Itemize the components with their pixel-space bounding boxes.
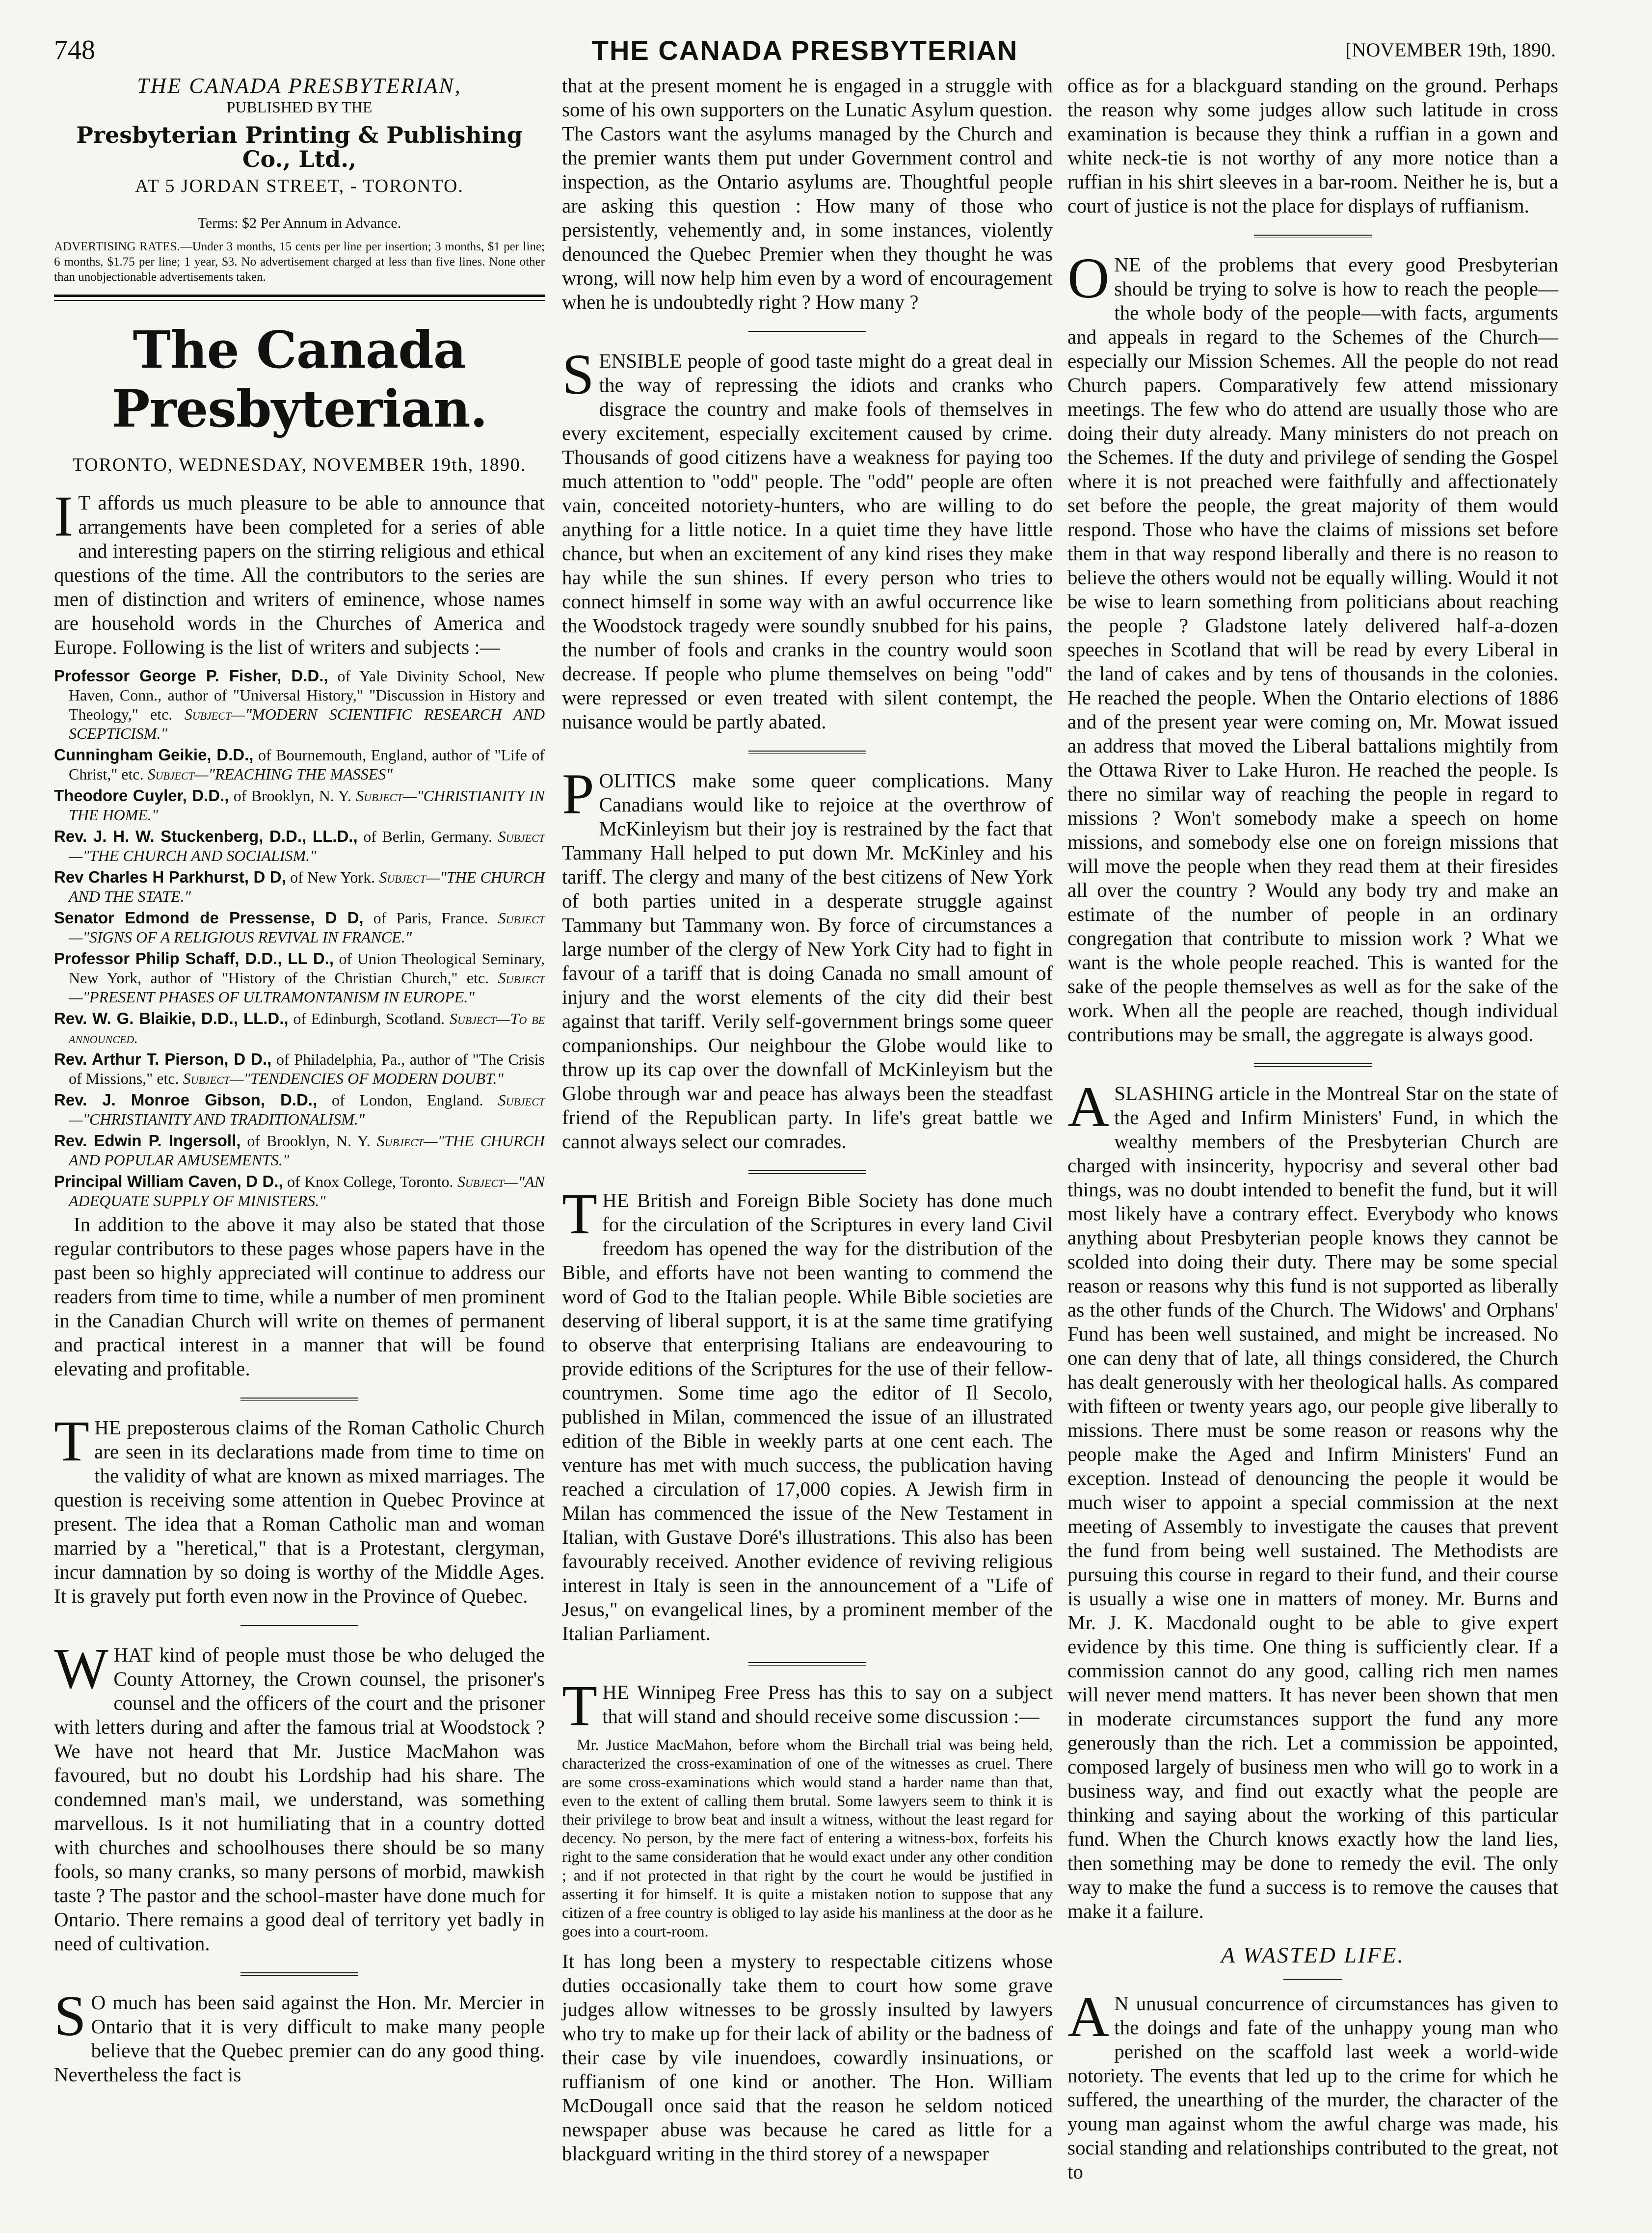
list-item: Theodore Cuyler, D.D., of Brooklyn, N. Y. Subject—"CHRISTIANITY IN THE HOME." [54, 786, 545, 824]
drop-cap: S [562, 342, 594, 406]
politics-paragraph: POLITICS make some queer complications. Many Canadians would like to rejoice at the overthrow of McKinleyism but their joy is restrained by the fact that Tammany Hall helped to put down Mr. McKinley and his tariff. The clergy and many of the best citizens of New York of both parties united in a desperate struggle against Tammany but Tammany won. By force of circumstances a large number of the clergy of New York City had to fight in favour of a tariff that is doing Canada no small amount of injury and the worst elements of the city did their best against that tariff. Verily self-government brings some queer companionships. Our neighbour the Globe would like to throw up its cap over the downfall of McKinleyism but the Globe through war and peace has always been the steadfast friend of the Republican party. In life's great battle we cannot always select our comrades. [562, 762, 1053, 1153]
column-1 [54, 74, 545, 2094]
wasted-life-paragraph: A N unusual concurrence of circumstances has given to the doings and fate of the unhappy young man who perished on the scaffold last week a world-wide notoriety. The events that led up to the crime for which he suffered, the unearthing of the murder, the character of the young man against whom the awful charge was made, his social standing and relationships contributed to the great, not to [1067, 1985, 1558, 2183]
advertising-rates: ADVERTISING RATES.—Under 3 months, 15 cents per line per insertion; 3 months, $1 per line; 6 months, $1.75 per line; 1 year, $3. No advertisement charged at less than five lines. None other than unobjectionable advertisements taken. [54, 240, 545, 284]
sensible-paragraph: SENSIBLE people of good taste might do a great deal in the way of repressing the idiots and cranks who disgrace the country and make fools of themselves in every excitement, especially excitement caused by crime. Thousands of good citizens have a weakness for paying too much attention to "odd" people. The "odd" people are often vain, conceited notoriety-hunters, who are willing to do anything for a little notice. In a quiet time they have little chance, but when an excitement of any kind rises they make hay while the sun shines. If every person who tries to connect himself in some way with an awful occurrence like the Woodstock tragedy were soundly snubbed for his pains, the number of fools and cranks in the country would soon decrease. If people who plume themselves on being "odd" were repressed or even treated with silent contempt, the nuisance would be partly abated. [562, 342, 1053, 733]
section-divider [240, 1625, 358, 1628]
mercier-paragraph: S O much has been said against the Hon. Mr. Mercier in Ontario that it is very difficult to make many people believe that the Quebec premier can do any good thing. Nevertheless the fact is [54, 1984, 545, 2086]
list-item: Cunningham Geikie, D.D., of Bournemouth, England, author of "Life of Christ," etc. Subject—"REACHING THE MASSES" [54, 746, 545, 783]
published-by: PUBLISHED BY THE [226, 98, 373, 116]
running-head [54, 34, 1556, 69]
section-divider [1254, 235, 1372, 238]
drop-cap: T [54, 1409, 90, 1473]
column-3 [1067, 74, 1558, 2191]
list-item: Rev. W. G. Blaikie, D.D., LL.D., of Edinburgh, Scotland. Subject—To be announced. [54, 1009, 545, 1047]
mercier-continued: that at the present moment he is engaged in a struggle with some of his own supporters on the Lunatic Asylum question. The Castors want the asylums managed by the Church and the premier wants them put under Government control and inspection, as the Ontario asylums are. Thoughtful people are asking this question : How many of those who persistently, vehemently and, in some instances, violently denounced the Quebec Premier when they thought he was wrong, will now help him even by a word of encouragement when he is undoubtedly right ? How many ? [562, 74, 1053, 313]
drop-cap: T [562, 1182, 598, 1246]
newspaper-title: The Canada Presbyterian. [111, 320, 487, 439]
masthead-rule [54, 295, 545, 301]
section-divider [748, 1662, 866, 1666]
publisher-name: Presbyterian Printing & Publishing Co., Ltd., [76, 122, 523, 172]
section-divider [1254, 1063, 1372, 1067]
title-rule [1283, 1979, 1342, 1980]
aged-ministers-fund-paragraph: ASLASHING article in the Montreal Star on the state of the Aged and Infirm Ministers' Fund, in which the wealthy members of the Presbyterian Church are charged with insincerity, hypocrisy and several other bad things, was no doubt intended to benefit the fund, but it will most likely have a contrary effect. Everybody who knows anything about Presbyterian people knows they cannot be scolded into doing their duty. There may be some special reason or reasons why this fund is not supported as liberally as the other funds of the Church. The Widows' and Orphans' Fund has been well sustained, and might be increased. No one can deny that of late, all things considered, the Church has dealt generously with her theological halls. As compared with fifteen or twenty years ago, our people give liberally to missions. There must be some reason or reasons why the people make the Aged and Infirm Ministers' Fund an exception. Instead of denouncing the people it would be much wiser to appoint a special commission at the next meeting of Assembly to investigate the causes that prevent the fund from being well sustained. The Methodists are pursuing this course in regard to their fund, and their course is usually a wise one in matters of money. Mr. Burns and Mr. J. K. Macdonald ought to be able to give expert evidence by this time. One thing is sufficiently clear. If a commission cannot do any good, calling rich men names will never mend matters. It has never been shown that men in moderate circumstances support the fund any more generously than the rich. Let a commission be appointed, composed largely of business men who will go to work in a business way, and find out exactly what the people are thinking and saying about the working of this particular fund. When the Church knows exactly how the land lies, then something may be done to remedy the evil. The only way to make the fund a success is to remove the causes that make it a failure. [1067, 1075, 1558, 1922]
drop-cap: O [1067, 246, 1110, 310]
missions-paragraph: ONE of the problems that every good Presbyterian should be trying to solve is how to reach the people—the whole body of the people—with facts, arguments and appeals in regard to the Schemes of the Church—especially our Mission Schemes. All the people do not read Church papers. Comparatively few attend missionary meetings. The few who do attend are usually those who are doing their duty already. Many ministers do not preach on the Schemes. If the duty and privilege of sending the Gospel where it is not preached were faithfully and affectionately set before the people, the great majority of them would respond. Those who have the claims of missions set before them in that way respond liberally and there is no reason to believe the others would not be equally willing. Would it not be wise to learn something from politicians about reaching the people ? Gladstone lately delivered half-a-dozen speeches in Scotland that will be read by every Liberal in the land of cakes and by tens of thousands in the colonies. He reached the people. When the Ontario elections of 1886 and of the present year were coming on, Mr. Mowat issued an address that moved the Liberal battalions mightily from the Ottawa River to Lake Huron. He reached the people. Is there no similar way of reaching the people in regard to missions ? Won't somebody make a speech on home missions, and somebody else one on foreign missions that will move the people when they read them at their firesides all over the country ? Would any body try and make an estimate of the number of people in an ordinary congregation that contribute to mission work ? What we want is the whole people reached. This is wanted for the sake of the people themselves as well as for the sake of the work. When all the people are reached, though individual contributions may be small, the aggregate is always good. [1067, 246, 1558, 1046]
woodstock-letters-paragraph: WHAT kind of people must those be who deluged the County Attorney, the Crown counsel, the prisoner's counsel and the officers of the court and the prisoner with letters during and after the famous trial at Woodstock ? We have not heard that Mr. Justice MacMahon was favoured, but no doubt his Lordship had his share. The condemned man's mail, we understand, was something marvellous. Is it not humiliating that in a country dotted with churches and schoolhouses there should be so many fools, so many cranks, so many persons of morbid, mawkish taste ? The pastor and the school-master have done much for Ontario. There remains a good deal of territory yet badly in need of cultivation. [54, 1636, 545, 1955]
drop-cap: A [1067, 1075, 1110, 1139]
column-2 [562, 74, 1053, 2173]
list-item: Senator Edmond de Pressense, D D, of Paris, France. Subject—"SIGNS OF A RELIGIOUS REVIVAL IN FRANCE." [54, 909, 545, 946]
running-title: THE CANADA PRESBYTERIAN [591, 35, 1018, 66]
list-item: Principal William Caven, D D., of Knox College, Toronto. Subject—"AN ADEQUATE SUPPLY OF MINISTERS." [54, 1172, 545, 1210]
list-item: Rev Charles H Parkhurst, D D, of New York. Subject—"THE CHURCH AND THE STATE." [54, 868, 545, 905]
list-item: Professor Philip Schaff, D.D., LL D., of Union Theological Seminary, New York, author of "History of the Christian Church," etc. Subject—"PRESENT PHASES OF ULTRAMONTANISM IN EUROPE." [54, 949, 545, 1006]
list-item: Professor George P. Fisher, D.D., of Yale Divinity School, New Haven, Conn., author of "Universal History," "Discussion in History and Theology," etc. Subject—"MODERN SCIENTIFIC RESEARCH AND SCEPTICISM." [54, 667, 545, 742]
section-divider [240, 1972, 358, 1976]
running-date: [NOVEMBER 19th, 1890. [1345, 39, 1556, 61]
section-divider [748, 751, 866, 754]
catholic-paragraph: THE preposterous claims of the Roman Catholic Church are seen in its declarations made from time to time on the validity of what are known as mixed marriages. The question is receiving some attention in Quebec Province at present. The idea that a Roman Catholic man and woman married by a "heretical," that is a Protestant, clergyman, incur damnation by so doing is worthy of the Middle Ages. It is gravely put forth even now in the Province of Quebec. [54, 1409, 545, 1607]
bible-society-paragraph: THE British and Foreign Bible Society has done much for the circulation of the Scriptures in every land Civil freedom has opened the way for the distribution of the Bible, and efforts have not been wanting to commend the word of God to the Italian people. While Bible societies are deserving of liberal support, it is at the same time gratifying to observe that enterprising Italians are endeavouring to provide editions of the Scriptures for the use of their fellow-countrymen. Some time ago the editor of Il Secolo, published in Milan, commenced the issue of an illustrated edition of the Bible in weekly parts at one cent each. The venture has met with much success, the publication having reached a circulation of 17,000 copies. A Jewish firm in Milan has commenced the issue of the New Testament in Italian, with Gustave Doré's illustrations. This also has been favourably received. Another evidence of reviving religious interest in Italy is seen in the announcement of a "Life of Jesus," on evangelical lines, by a prominent member of the Italian Parliament. [562, 1182, 1053, 1644]
drop-cap: T [562, 1673, 598, 1738]
masthead-small-title: THE CANADA PRESBYTERIAN, [137, 74, 462, 98]
intro-paragraph [54, 484, 545, 659]
list-item: Rev. J. Monroe Gibson, D.D., of London, England. Subject—"CHRISTIANITY AND TRADITIONALISM." [54, 1091, 545, 1128]
publisher-address: AT 5 JORDAN STREET, - TORONTO. [135, 176, 464, 196]
page-number: 748 [54, 35, 95, 65]
drop-cap: P [562, 762, 594, 826]
list-item: Rev. Arthur T. Pierson, D D., of Philadelphia, Pa., author of "The Crisis of Missions," etc. Subject—"TENDENCIES OF MODERN DOUBT." [54, 1050, 545, 1087]
closing-paragraph: In addition to the above it may also be stated that those regular contributors to these pages whose papers have in the past been so highly appreciated will continue to address our readers from time to time, while a number of men prominent in the Canadian Church will write on themes of permanent and practical interest in a manner that will be found elevating and profitable. [54, 1213, 545, 1380]
subscription-terms: Terms: $2 Per Annum in Advance. [197, 215, 401, 231]
drop-cap: S [54, 1984, 86, 2048]
issue-date: TORONTO, WEDNESDAY, NOVEMBER 19th, 1890. [72, 455, 527, 475]
section-divider [748, 331, 866, 334]
drop-cap: I [54, 484, 74, 548]
drop-cap: A [1067, 1985, 1110, 2049]
mystery-paragraph: It has long been a mystery to respectable citizens whose duties occasionally take them to court how some grave judges allow witnesses to be grossly insulted by lawyers who try to make up for their lack of ability or the badness of their case by vile inuendoes, cowardly insinuations, or ruffianism of one kind or another. The Hon. William McDougall once said that the reason he seldom noticed newspaper abuse was because he cared as little for a blackguard writing in the third storey of a newspaper [562, 1950, 1053, 2165]
writers-list [54, 666, 545, 1211]
list-item: Rev. Edwin P. Ingersoll, of Brooklyn, N. Y. Subject—"THE CHURCH AND POPULAR AMUSEMENTS." [54, 1131, 545, 1169]
article-title: A WASTED LIFE. [1221, 1942, 1405, 1967]
block-quote: Mr. Justice MacMahon, before whom the Birchall trial was being held, characterized the cross-examination of one of the witnesses as cruel. There are some cross-examinations which would stand a harder name than that, even to the extent of calling them brutal. Some lawyers seem to think it is their privilege to brow beat and insult a witness, without the least regard for decency. No person, by the mere fact of entering a witness-box, forfeits his right to the same consideration that he would exact under any other condition ; and if not protected in that right by the court he would be justified in asserting it for himself. It is quite a mistaken notion to suppose that any citizen of a free country is obliged to lay aside his manliness at the door as he goes into a court-room. [562, 1736, 1053, 1940]
section-divider [240, 1398, 358, 1401]
mcdougall-continued: office as for a blackguard standing on the ground. Perhaps the reason why some judges allow such latitude in cross examination is because they think a ruffian in a gown and white neck-tie is not worthy of any more notice than a ruffian in his shirt sleeves in a bar-room. Neither he is, but a court of justice is not the place for displays of ruffianism. [1067, 74, 1558, 217]
list-item: Rev. J. H. W. Stuckenberg, D.D., LL.D., of Berlin, Germany. Subject—"THE CHURCH AND SOCIALISM." [54, 827, 545, 864]
drop-cap: W [54, 1636, 109, 1700]
section-divider [748, 1170, 866, 1174]
winnipeg-paragraph: THE Winnipeg Free Press has this to say on a subject that will stand and should receive some discussion :— [562, 1673, 1053, 1738]
intro-text: T affords us much pleasure to be able to announce that arrangements have been completed for a series of able and interesting papers on the stirring religious and ethical questions of the time. All the contributors to the series are men of distinction and writers of eminence, whose names are household words in the Churches of America and Europe. Following is the list of writers and subjects :— [54, 491, 545, 658]
